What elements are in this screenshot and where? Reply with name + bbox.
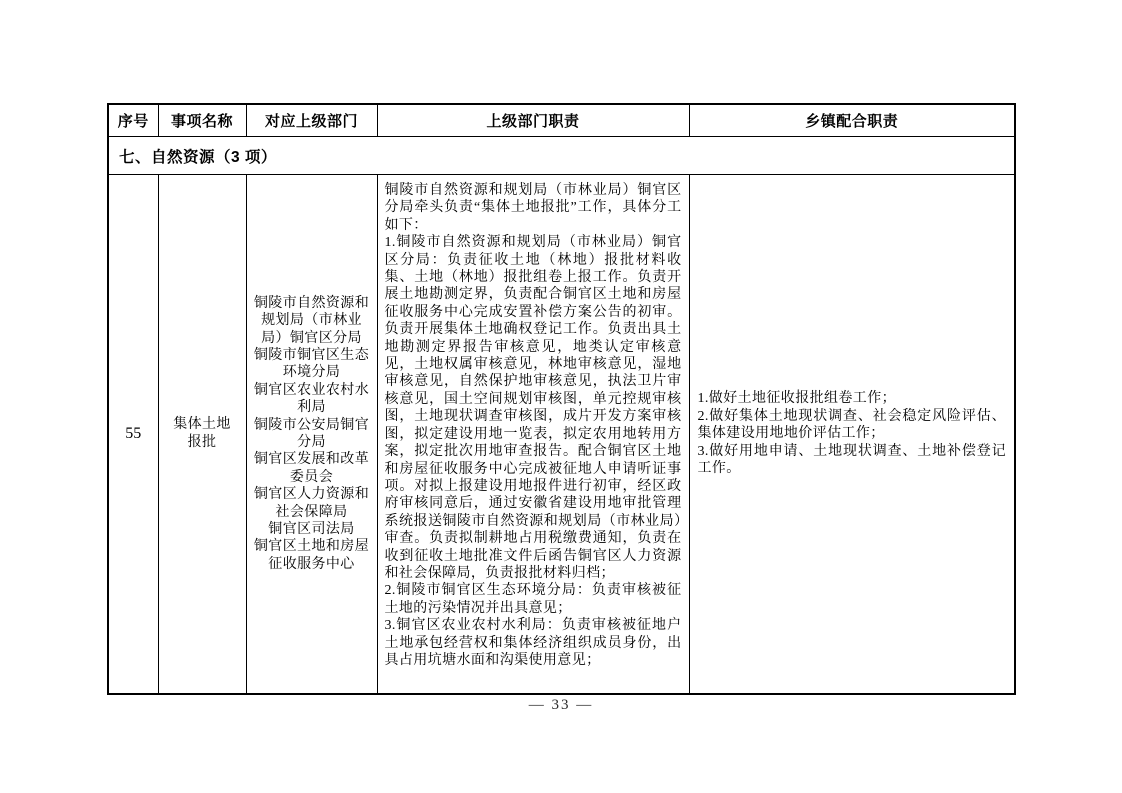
header-item-name: 事项名称: [158, 104, 246, 137]
row-superior-duties: [377, 175, 689, 695]
header-superior-department: 对应上级部门: [246, 104, 377, 137]
department-name: 铜官区土地和房屋征收服务中心: [253, 539, 370, 572]
department-name: 铜官区农业农村水利局: [253, 382, 370, 416]
township-duty-paragraph: 3.做好用地申请、土地现状调查、土地补偿登记工作。: [697, 443, 1006, 477]
item-name-line: 集体土地: [173, 417, 231, 432]
page-number: — 33 —: [528, 697, 594, 713]
responsibilities-table: [107, 103, 1016, 695]
department-name: 铜官区人力资源和社会保障局: [253, 487, 370, 520]
department-name: 铜陵市公安局铜官分局: [253, 417, 370, 450]
superior-duty-paragraph: 铜陵市自然资源和规划局（市林业局）铜官区分局牵头负责“集体土地报批”工作，具体分工如下：: [384, 183, 682, 233]
table-header-row: [108, 104, 1015, 137]
township-duty-paragraph: 1.做好土地征收报批组卷工作；: [697, 391, 896, 407]
row-serial: 55: [108, 175, 158, 695]
header-superior-duties: 上级部门职责: [377, 104, 689, 137]
header-serial: 序号: [108, 104, 158, 137]
superior-duty-paragraph: 1.铜陵市自然资源和规划局（市林业局）铜官区分局：负责征收土地（林地）报批材料收集、土地（林地）报批组卷上报工作。负责开展土地勘测定界，负责配合铜官区土地和房屋征收服务中心完成安置补偿方案公告的初审。负责开展集体土地确权登记工作。负责出具土地勘测定界报告审核意见，地类认定审核意见，土地权属审核意见，林地审核意见，湿地审核意见，自然保护地审核意见，执法卫片审核意见，国土空间规划审核图，单元控规审核图，土地现状调查审核图，成片开发方案审核图，拟定建设用地一览表，拟定农用地转用方案，拟定批次用地审查报告。配合铜官区土地和房屋征收服务中心完成被征地人申请听证事项。对拟上报建设用地报件进行初审，经区政府审核同意后，通过安徽省建设用地审批管理系统报送铜陵市自然资源和规划局（市林业局）审查。负责拟制耕地占用税缴费通知，负责在收到征收土地批准文件后函告铜官区人力资源和社会保障局，负责报批材料归档；: [384, 235, 682, 581]
department-name: 铜官区司法局: [268, 522, 355, 538]
section-title: 七、自然资源（3 项）: [108, 137, 1015, 175]
item-name-line: 报批: [187, 435, 217, 450]
row-item-name: [158, 175, 246, 695]
row-superior-departments: [246, 175, 377, 695]
superior-duty-paragraph: 2.铜陵市铜官区生态环境分局：负责审核被征土地的污染情况并出具意见；: [384, 583, 682, 616]
department-name: 铜陵市自然资源和规划局（市林业局）铜官区分局: [253, 295, 370, 346]
department-name: 铜陵市铜官区生态环境分局: [253, 347, 370, 381]
section-row: [108, 137, 1015, 175]
table-row: [108, 175, 1015, 695]
superior-duty-paragraph: 3.铜官区农业农村水利局：负责审核被征地户土地承包经营权和集体经济组织成员身份，出具占用坑塘水面和沟渠使用意见；: [384, 618, 682, 668]
header-township-duties: 乡镇配合职责: [689, 104, 1015, 137]
row-township-duties: [689, 175, 1015, 695]
township-duty-paragraph: 2.做好集体土地现状调查、社会稳定风险评估、集体建设用地地价评估工作；: [697, 408, 1006, 442]
department-name: 铜官区发展和改革委员会: [253, 452, 370, 485]
